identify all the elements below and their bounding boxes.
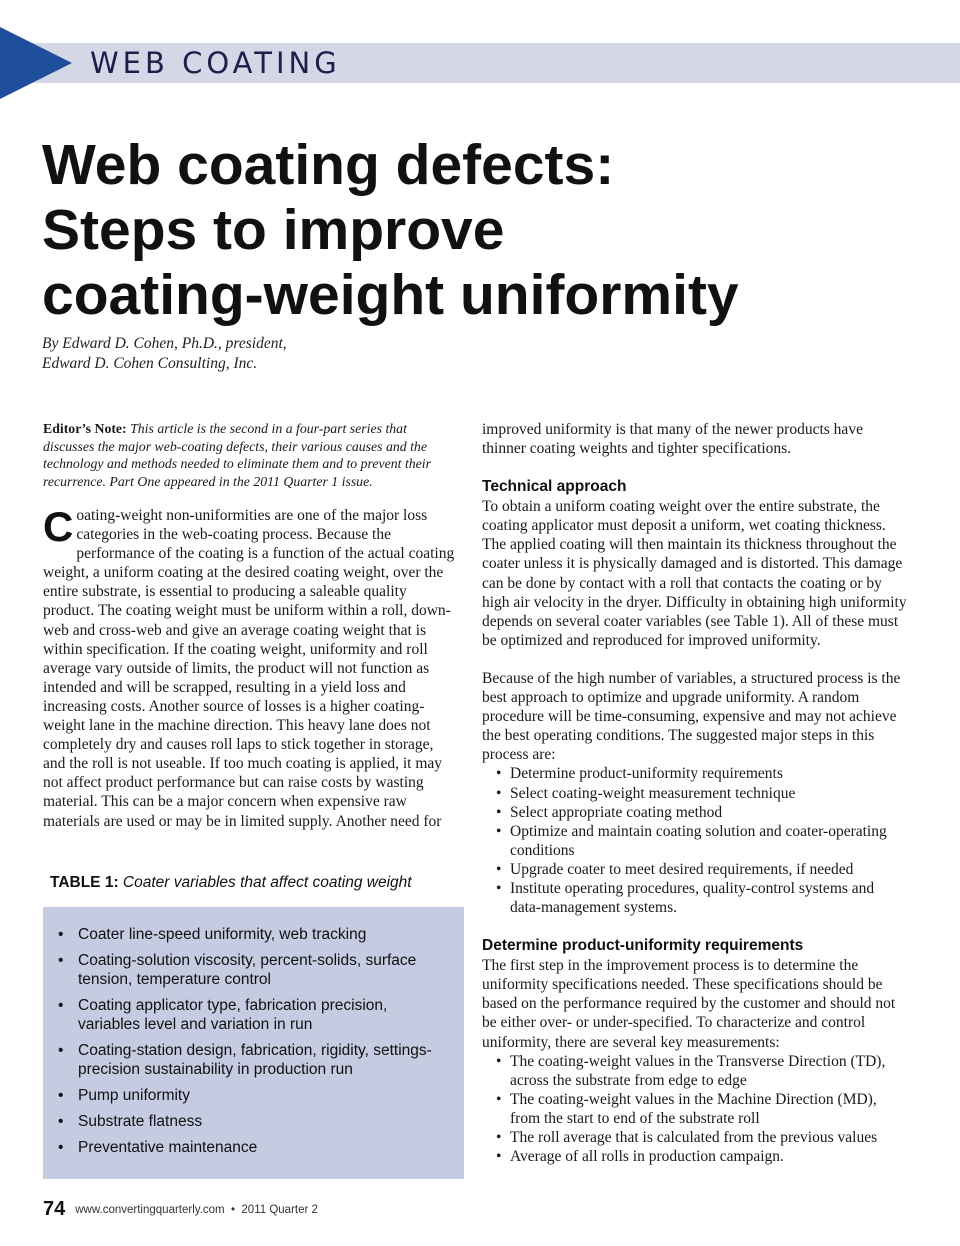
table-item: • Coating-solution viscosity, percent-solids, surface tension, temperature control <box>78 951 450 989</box>
list-item: • Upgrade coater to meet desired requirements, if needed <box>510 860 907 879</box>
section-triangle-icon <box>0 27 72 99</box>
list-item: • Determine product-uniformity requirements <box>510 764 907 783</box>
paragraph-gap <box>482 917 907 936</box>
footer-separator: • <box>230 1203 236 1216</box>
paragraph-gap <box>482 650 907 669</box>
list-item: • Select coating-weight measurement technique <box>510 784 907 803</box>
table-box <box>43 907 464 1179</box>
title-line: coating-weight uniformity <box>42 263 739 327</box>
table-label: TABLE 1: <box>50 874 119 891</box>
left-column <box>43 420 458 831</box>
section-label: WEB COATING <box>90 46 341 80</box>
editors-note-text: This article is the second in a four-part series that discusses the major web-coating defects, their various causes and the technology and methods needed to eliminate them and to prevent their recurrence. Part One appeared in the 2011 Quarter 1 issue. <box>43 421 432 489</box>
table-item: • Coating-station design, fabrication, rigidity, settings-precision sustainability in production run <box>78 1041 450 1079</box>
table-item: • Pump uniformity <box>78 1086 450 1105</box>
list-item: • The coating-weight values in the Transverse Direction (TD), across the substrate from edge to edge <box>510 1052 907 1090</box>
intro-text: oating-weight non-uniformities are one of the major loss categories in the web-coating process. Because the performance of the coating is a function of the actual coating weight, a uniform coating at the desired coating weight, over the entire substrate, is essential to producing a saleable quality product. The coating weight must be uniform within a roll, down-web and cross-web and give an average coating weight that is within specification. If the coating weight, uniformity and roll average vary outside of limits, the product will not function as intended and will be scrapped, resulting in a yield loss and increasing costs. Another source of losses is a higher coating-weight lane in the machine direction. This heavy lane does not completely dry and causes roll laps to stick together in storage, and the roll is not useable. If too much coating is applied, it may not affect product performance but can raise costs by wasting material. This can be a major concern when expensive raw materials are used or may be in limited supply. Another need for <box>43 507 455 830</box>
technical-paragraph-2: Because of the high number of variables, a structured process is the best approach to optimize and upgrade uniformity. A random procedure will be time-consuming, expensive and may not achieve the best operating conditions. The suggested major steps in this process are: <box>482 669 901 764</box>
article-title <box>42 133 922 328</box>
technical-paragraph-1: To obtain a uniform coating weight over the entire substrate, the coating applicator must deposit a uniform, wet coating thickness. The applied coating will then maintain its thickness throughout the coater unless it is physically damaged and is distorted. This damage can be done by contact with a roll that contacts the coating or by high air velocity in the dryer. Difficulty in obtaining high uniformity depends on several coater variables (see Table 1). All of these must be optimized and reproduced for improved uniformity. <box>482 498 907 649</box>
intro-paragraph <box>43 503 458 831</box>
list-item: • Select appropriate coating method <box>510 803 907 822</box>
table-item: • Coating applicator type, fabrication precision, variables level and variation in run <box>78 996 450 1034</box>
drop-cap: C <box>43 503 74 550</box>
byline-line: By Edward D. Cohen, Ph.D., president, <box>42 335 287 352</box>
title-line: Web coating defects: <box>42 133 615 197</box>
footer-info <box>75 1204 318 1216</box>
footer-website: www.convertingquarterly.com <box>75 1203 225 1216</box>
table-caption-text: Coater variables that affect coating weight <box>122 874 412 891</box>
table-caption <box>50 874 412 892</box>
editors-note <box>43 420 458 490</box>
footer <box>43 1198 318 1221</box>
right-column <box>482 420 907 1166</box>
list-item: • The coating-weight values in the Machine Direction (MD), from the start to end of the substrate roll <box>510 1090 907 1128</box>
editors-note-label: Editor’s Note: <box>43 421 127 436</box>
footer-issue: 2011 Quarter 2 <box>241 1203 318 1216</box>
list-item: • The roll average that is calculated from the previous values <box>510 1128 907 1147</box>
page-number: 74 <box>43 1198 66 1220</box>
technical-heading: Technical approach <box>482 478 627 496</box>
table-item: • Substrate flatness <box>78 1112 450 1131</box>
list-item: • Institute operating procedures, quality-control systems and data-management systems. <box>510 879 907 917</box>
list-item: • Average of all rolls in production campaign. <box>510 1147 907 1166</box>
measurements-list <box>482 1052 907 1167</box>
table-list <box>43 907 464 1157</box>
steps-list <box>482 764 907 917</box>
byline <box>42 334 287 374</box>
table-item: • Preventative maintenance <box>78 1138 450 1157</box>
table-item: • Coater line-speed uniformity, web tracking <box>78 925 450 944</box>
requirements-paragraph: The first step in the improvement process is to determine the uniformity specifications needed. These specifications should be based on the performance required by the customer and should not be either over- or under-specified. To characterize and control uniformity, there are several key measurements: <box>482 957 896 1051</box>
list-item: • Optimize and maintain coating solution and coater-operating conditions <box>510 822 907 860</box>
requirements-heading: Determine product-uniformity requirements <box>482 937 804 955</box>
byline-line: Edward D. Cohen Consulting, Inc. <box>42 355 258 372</box>
paragraph-gap <box>482 458 907 477</box>
intro-continued: improved uniformity is that many of the newer products have thinner coating weights and tighter specifications. <box>482 421 863 458</box>
title-line: Steps to improve <box>42 198 505 262</box>
